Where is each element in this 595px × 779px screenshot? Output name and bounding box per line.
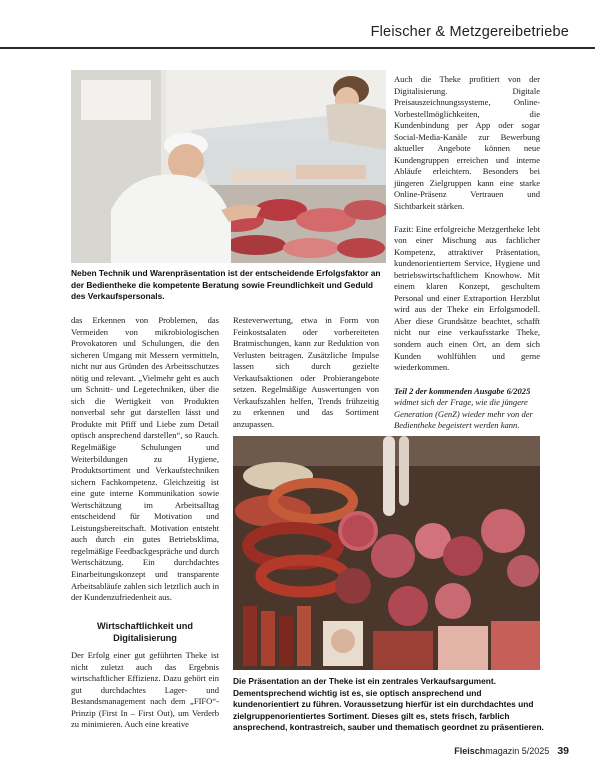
- page-footer: [454, 745, 569, 757]
- column-1-text: [71, 315, 219, 604]
- section-subheading: Wirtschaftlichkeit und Digitalisierung: [97, 621, 193, 643]
- column-1-paragraph: das Erkennen von Problemen, das Vermeiden von mikrobiologischen Provokatoren und Schulungen, die den sicheren Umgang mit Messern vermitteln, nicht nur aus Gründen des Arbeitsschutzes nötig und relevant. „Vielmehr geht es auch um Schnitt- und Legetechniken, über die sich die Wertigkeit von Produkten nonverbal sehr gut darstellen lässt und Produkte mit Pfiff und Liebe zum Detail optisch ansprechend darstellen“, so Rauch. Regelmäßige Schulungen und Weiterbildungen zu Hygiene, Produktsortiment und Verkaufstechniken sichern Fachkompetenz. Gleichzeitig ist eine gute interne Kommunikation sowie Wertschätzung im Arbeitsalltag entscheidend für Motivation und Leistungsbereitschaft. Motivation entsteht auch durch ein gutes Betriebsklima, regelmäßige Feedbackgespräche und durch Wertschätzung. Ein durchdachtes Einarbeitungskonzept und transparente Arbeitsabläufe zahlen sich letztlich auch in der Kundenzufriedenheit aus.: [71, 315, 219, 603]
- column-3-paragraph-1: Auch die Theke profitiert von der Digitalisierung. Digitale Preisauszeichnungssysteme, Online-Vorbestellmöglichkeiten, die Kundenbindung per App oder sogar Social-Media-Kanäle zur Bewerbung aktueller Angebote können neue Kundengruppen erreichen und interne Abläufe erleichtern. Besonders bei jüngeren Zielgruppen kann eine starke Online-Präsenz Vertrauen und Sichtbarkeit stärken.: [394, 74, 540, 212]
- section-title: Fleischer & Metzgereibetriebe: [370, 24, 569, 40]
- butcher-counter-photo: [71, 70, 386, 263]
- header-rule: [0, 47, 595, 49]
- column-1-continued-text: [71, 650, 219, 731]
- column-3-text: [394, 74, 540, 432]
- sausage-display-photo: [233, 436, 540, 670]
- column-1-paragraph-2: Der Erfolg einer gut geführten Theke ist nicht zuletzt auch das Ergebnis wirtschaftlicher Effizienz. Dazu gehört ein gut durchdachtes Lager- und Bestandsmanagement nach dem „FIFO“-Prinzip (First In – First Out), um Verderb zu minimieren. Auch eine kreative: [71, 650, 219, 730]
- page-number: 39: [557, 745, 569, 757]
- column-2-paragraph: Resteverwertung, etwa in Form von Feinkostsalaten oder vorbereiteten Bratmischungen, kann zur Reduktion von Verlusten beitragen. Zusätzliche Impulse lassen sich durch gezielte Verkaufsaktionen oder Probierangebote setzen. Regelmäßige Auswertungen von Verkaufszahlen helfen, Trends frühzeitig zu erkennen und das Sortiment anzupassen.: [233, 315, 379, 429]
- sausage-display-illustration: [233, 436, 540, 670]
- butcher-counter-illustration: [71, 70, 386, 263]
- magazine-issue: magazin 5/2025: [485, 746, 550, 756]
- conclusion-paragraph: Fazit: Eine erfolgreiche Metzgertheke lebt von einer Mischung aus fachlicher Kompetenz, attraktiver Präsentation, kundenorientiertem Service, Hygiene und betriebswirtschaftlichem Knowhow. Mit einem klaren Konzept, geschultem Personal und einer Extraportion Herzblut wird aus der Theke ein Erfolgsmodell. Aber diese Grundsätze beachtet, schafft nicht nur eine verkaufsstarke Theke, sondern auch einen Ort, an dem sich Kunden wohlfühlen und gerne wiederkommen.: [394, 223, 540, 373]
- column-2-text: [233, 315, 379, 430]
- bottom-photo-caption: Die Präsentation an der Theke ist ein zentrales Verkaufsargument. Dementsprechend wichtig ist es, sie optisch ansprechend und kundenorientiert zu führen. Voraussetzung hierfür ist ein durchdachtes und zielgruppenorientiertes Sortiment. Dieses gilt es, stets frisch, farblich ansprechend, kontrastreich, sauber und thematisch geordnet zu präsentieren.: [233, 676, 544, 733]
- teaser-title: Teil 2 der kommenden Ausgabe 6/2025: [394, 385, 531, 396]
- magazine-brand-bold: Fleisch: [454, 746, 486, 756]
- top-photo-caption: Neben Technik und Warenpräsentation ist der entscheidende Erfolgsfaktor an der Bedientheke die kompetente Beratung sowie Freundlichkeit und Geduld des Verkaufspersonals.: [71, 268, 381, 302]
- teaser-text: widmet sich der Frage, wie die jüngere Generation (GenZ) wieder mehr von der Bedientheke begeistert werden kann.: [394, 397, 533, 431]
